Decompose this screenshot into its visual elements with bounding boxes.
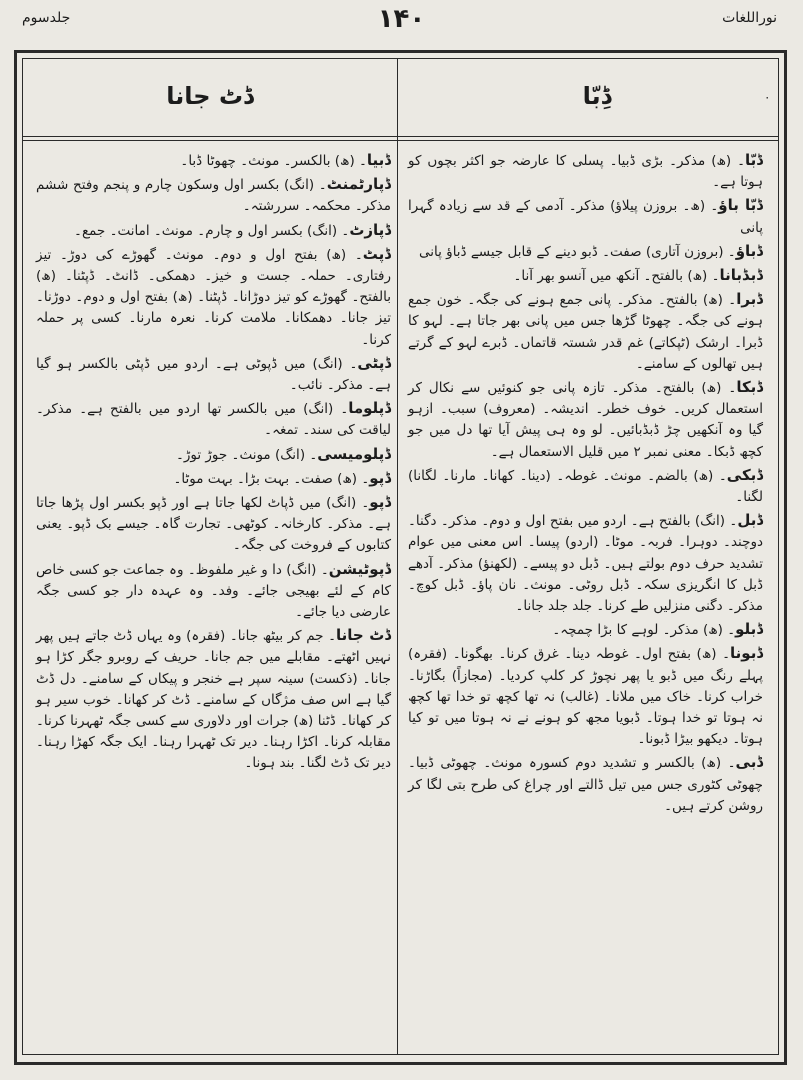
left-column-title: ڈٹ جانا [166, 82, 254, 110]
dictionary-entry: ڈباؤ۔ (بروزن آتاری) صفت۔ ڈبو دینے کے قابل جیسے ڈباؤ پانی [419, 241, 763, 260]
entry-headword: ڈباؤ [735, 241, 763, 260]
entry-definition: (انگ) دا و غیر ملفوظ۔ وہ جماعت جو کسی خاص کام کے لئے بھیجی جائے۔ وفد۔ وہ عہدہ دار جو کسی جگہ عارضی دیا جائے۔ [36, 561, 391, 621]
dictionary-entry: ڈپٹ۔ (ھ) بفتح اول و دوم۔ مونث۔ گھوڑے کی دوڑ۔ تیز رفتاری۔ حملہ۔ جست و خیز۔ دھمکی۔ ڈانٹ۔ ڈپٹنا۔ (ھ) بالفتح۔ گھوڑے کو تیز دوڑانا۔ ڈپٹنا۔ (ھ) بفتح اول و دوم۔ دوڑنا۔ تیز جانا۔ دھمکانا۔ ملامت کرنا۔ نعرہ مارنا۔ کسی پر حملہ کرنا۔ [36, 244, 391, 348]
dictionary-entry: ڈپو۔ (انگ) میں ڈپاٹ لکھا جاتا ہے اور ڈپو بکسر اول پڑھا جاتا ہے۔ مذکر۔ کارخانہ۔ کوٹھی۔ تجارت گاہ۔ جیسے بک ڈپو۔ یعنی کتابوں کے فروخت کی جگہ۔ [36, 493, 392, 554]
right-column [408, 150, 763, 819]
entry-definition: (ھ) مذکر۔ بڑی ڈبیا۔ پسلی کا عارضہ جو اکثر بچوں کو ہوتا ہے۔ [408, 153, 763, 191]
dictionary-entry: ڈبیا۔ (ھ) بالکسر۔ مونث۔ چھوٹا ڈبا۔ [180, 151, 391, 169]
dictionary-name: نوراللغات [722, 10, 777, 26]
entry-headword: ڈبّا [745, 151, 763, 169]
right-column-title: ڈِبّا [582, 82, 612, 110]
entry-headword: ڈٹ جانا [336, 626, 392, 645]
dictionary-entry: ڈبلو۔ (ھ) مذکر۔ لوہے کا بڑا چمچہ۔ [552, 620, 763, 639]
title-rule-double [22, 140, 779, 141]
entry-definition: (انگ) بکسر اول و چارم۔ مونث۔ امانت۔ جمع۔ [74, 222, 338, 239]
entry-definition: (ھ) بالکسر و تشدید دوم کسورہ مونث۔ چھوٹی ڈبیا۔ چھوٹی کٹوری جس میں تیل ڈالتے اور چراغ کی طرح بتی لگا کر روشن کرتے ہیں۔ [408, 755, 763, 814]
entry-definition: (انگ) میں بالکسر تھا اردو میں بالفتح ہے۔ مذکر۔ لیاقت کی سند۔ تمغہ۔ [36, 401, 391, 439]
dictionary-entry: ڈٹ جانا۔ جم کر بیٹھ جانا۔ (فقرہ) وہ یہاں ڈٹ جاتے ہیں پھر نہیں اٹھتے۔ مقابلے میں جم جانا۔ حریف کے روبرو جگر کڑا ہو جانا۔ (ذکست) سینہ سپر ہے خنجر و پیکاں کے سامنے۔ دل ڈٹ گیا ہے اس صف مژگاں کے سامنے۔ ڈٹ کر کھانا۔ خوب سیر ہو کر کھانا۔ ڈٹنا (ھ) جرات اور دلاوری سے کسی جگہ ٹھہرنا کرنا۔ مقابلہ کرنا۔ اکڑا رہنا۔ دیر تک ٹھہرا رہنا۔ ایک جگہ کھڑا رہنا۔ دیر تک ڈٹ لگنا۔ بند ہونا۔ [36, 626, 392, 772]
entry-definition: (ھ) بفتح اول و دوم۔ مونث۔ گھوڑے کی دوڑ۔ تیز رفتاری۔ حملہ۔ جست و خیز۔ دھمکی۔ ڈانٹ۔ ڈپٹنا۔ (ھ) بالفتح۔ گھوڑے کو تیز دوڑانا۔ ڈپٹنا۔ (ھ) بفتح اول و دوم۔ دوڑنا۔ تیز جانا۔ دھمکانا۔ ملامت کرنا۔ نعرہ مارنا۔ کسی پر حملہ کرنا۔ [36, 246, 391, 348]
dictionary-entry: ڈپارٹمنٹ۔ (انگ) بکسر اول وسکون چارم و پنجم وفتح ششم مذکر۔ محکمہ۔ سررشتہ۔ [36, 175, 391, 215]
dictionary-entry: ڈبّا۔ (ھ) مذکر۔ بڑی ڈبیا۔ پسلی کا عارضہ جو اکثر بچوں کو ہوتا ہے۔ [408, 151, 763, 191]
entry-definition: (ھ) بالکسر۔ مونث۔ چھوٹا ڈبا۔ [180, 153, 355, 169]
entry-definition: جم کر بیٹھ جانا۔ (فقرہ) وہ یہاں ڈٹ جاتے ہیں پھر نہیں اٹھتے۔ مقابلے میں جم جانا۔ حریف کے روبرو جگر کڑا ہو جانا۔ (ذکست) سینہ سپر ہے خنجر و پیکاں کے سامنے۔ دل ڈٹ گیا ہے اس صف مژگاں کے سامنے۔ ڈٹ کر کھانا۔ خوب سیر ہو کر کھانا۔ ڈٹنا (ھ) جرات اور دلاوری سے کسی جگہ ٹھہرنا کرنا۔ مقابلہ کرنا۔ اکڑا رہنا۔ دیر تک ٹھہرا رہنا۔ ایک جگہ کھڑا رہنا۔ دیر تک ڈٹ لگنا۔ بند ہونا۔ [36, 628, 391, 772]
entry-headword: ڈپارٹمنٹ [326, 175, 391, 194]
entry-definition: (ھ) بالفتح۔ آنکھ میں آنسو بھر آنا۔ [513, 268, 708, 285]
title-rule [22, 136, 779, 137]
entry-headword: ڈبل [737, 511, 764, 530]
entry-headword: ڈبکی [726, 465, 763, 484]
entry-headword: ڈبیا [366, 151, 391, 169]
entry-definition: (بروزن آتاری) صفت۔ ڈبو دینے کے قابل جیسے ڈباؤ پانی [419, 243, 724, 260]
dictionary-entry: ڈبرا۔ (ھ) بالفتح۔ مذکر۔ پانی جمع ہونے کی جگہ۔ خون جمع ہونے کی جگہ۔ چھوٹا گڑھا جس میں پانی بھر جاتا ہے۔ لہو کا ڈبرا۔ ارشک (ٹپکاتے) غم قدر شستہ قاتماں۔ ڈبرے لہو کے گرتے ہیں تھالوں کے سامنے۔ [408, 290, 763, 372]
entry-definition: (ھ) بالضم۔ مونث۔ غوطہ۔ (دینا۔ کھانا۔ مارنا۔ لگانا) لگنا۔ [408, 467, 763, 506]
dictionary-entry: ڈبّا باؤ۔ (ھ۔ بروزن پیلاؤ) مذکر۔ آدمی کے قد سے زیادہ گہرا پانی [408, 196, 763, 236]
page-number: ۱۴۰ [377, 4, 426, 34]
entry-definition: (انگ) بالفتح ہے۔ اردو میں بفتح اول و دوم۔ مذکر۔ دگنا۔ دوچند۔ دوہرا۔ فربہ۔ موٹا۔ (اردو) پیسا۔ اس معنی میں عوام تشدید حرف دوم بولتے ہیں۔ ڈبل دو پیسے۔ (لکھنؤ) مذکر۔ آدھے ڈبل کا انگریزی سکہ۔ ڈبل روٹی۔ مونث۔ نان پاؤ۔ ڈبل کوچ۔ مذکر۔ دگنی منزلیں طے کرنا۔ جلد جلد جانا۔ [408, 513, 763, 615]
entry-definition: (ھ) بالفتح۔ مذکر۔ پانی جمع ہونے کی جگہ۔ خون جمع ہونے کی جگہ۔ چھوٹا گڑھا جس میں پانی بھر جاتا ہے۔ لہو کا ڈبرا۔ ارشک (ٹپکاتے) غم قدر شستہ قاتماں۔ ڈبرے لہو کے گرتے ہیں تھالوں کے سامنے۔ [408, 292, 763, 372]
entry-headword: ڈپلومیسی [317, 444, 391, 463]
entry-definition: (ھ) بالفتح۔ مذکر۔ تازہ پانی جو کنوئیں سے نکال کر استعمال کریں۔ خوف خطر۔ اندیشہ۔ (معروف) سبب۔ ازہو گیا وہ آنکھیں چڑ ڈبڈبائیں۔ لو وہ ہی پیش آیا تھا دل میں جو کچھ ڈبکا۔ معنی نمبر ۲ میں قلیل الاستعمال ہے۔ [408, 380, 763, 460]
entry-headword: ڈبڈبانا [719, 266, 763, 285]
entry-definition: (انگ) میں ڈپاٹ لکھا جاتا ہے اور ڈپو بکسر اول پڑھا جاتا ہے۔ مذکر۔ کارخانہ۔ کوٹھی۔ تجارت گاہ۔ جیسے بک ڈپو۔ یعنی کتابوں کے فروخت کی جگہ۔ [36, 495, 391, 554]
dictionary-entry: ڈبڈبانا۔ (ھ) بالفتح۔ آنکھ میں آنسو بھر آنا۔ [513, 266, 763, 285]
dictionary-entry: ڈبل۔ (انگ) بالفتح ہے۔ اردو میں بفتح اول و دوم۔ مذکر۔ دگنا۔ دوچند۔ دوہرا۔ فربہ۔ موٹا۔ (اردو) پیسا۔ اس معنی میں عوام تشدید حرف دوم بولتے ہیں۔ ڈبل دو پیسے۔ (لکھنؤ) مذکر۔ آدھے ڈبل کا انگریزی سکہ۔ ڈبل روٹی۔ مونث۔ نان پاؤ۔ ڈبل کوچ۔ مذکر۔ دگنی منزلیں طے کرنا۔ جلد جلد جانا۔ [408, 511, 764, 615]
entry-headword: ڈبلو [735, 620, 763, 639]
entry-headword: ڈپو [369, 493, 392, 512]
entry-definition: (ھ) صفت۔ بہت بڑا۔ بہت موٹا۔ [173, 470, 358, 487]
dictionary-entry: ڈبونا۔ (ھ) بفتح اول۔ غوطہ دینا۔ غرق کرنا۔ بھگونا۔ (فقرہ) پہلے رنگ میں ڈبو یا پھر نچوڑ کر کلپ کردیا۔ (مجازاً) بگاڑنا۔ خراب کرنا۔ خاک میں ملانا۔ (غالب) نہ تھا کچھ تو خدا تھا کچھ نہ ہوتا تو خدا ہوتا۔ ڈبویا مجھ کو ہونے نے نہ ہوتا میں تو کیا ہوتا۔ دیکھو بیڑا ڈبونا۔ [408, 644, 764, 748]
column-marker: ۰ [764, 90, 771, 104]
dictionary-entry: ڈپازٹ۔ (انگ) بکسر اول و چارم۔ مونث۔ امانت۔ جمع۔ [74, 220, 391, 239]
entry-headword: ڈبی [735, 753, 764, 772]
entry-definition: (ھ۔ بروزن پیلاؤ) مذکر۔ آدمی کے قد سے زیادہ گہرا پانی [408, 198, 763, 236]
entry-headword: ڈپازٹ [349, 220, 391, 239]
dictionary-entry: ڈپلومیسی۔ (انگ) مونث۔ جوڑ توڑ۔ [175, 444, 391, 463]
volume-label: جلدسوم [22, 10, 71, 26]
dictionary-entry: ڈپو۔ (ھ) صفت۔ بہت بڑا۔ بہت موٹا۔ [173, 468, 391, 487]
entry-definition: (ھ) مذکر۔ لوہے کا بڑا چمچہ۔ [552, 622, 723, 639]
dictionary-entry: ڈبکا۔ (ھ) بالفتح۔ مذکر۔ تازہ پانی جو کنوئیں سے نکال کر استعمال کریں۔ خوف خطر۔ اندیشہ۔ (معروف) سبب۔ ازہو گیا وہ آنکھیں چڑ ڈبڈبائیں۔ لو وہ ہی پیش آیا تھا دل میں جو کچھ ڈبکا۔ معنی نمبر ۲ میں قلیل الاستعمال ہے۔ [408, 378, 763, 460]
entry-definition: (انگ) بکسر اول وسکون چارم و پنجم وفتح ششم مذکر۔ محکمہ۔ سررشتہ۔ [36, 177, 391, 215]
dictionary-entry: ڈپلوما۔ (انگ) میں بالکسر تھا اردو میں بالفتح ہے۔ مذکر۔ لیاقت کی سند۔ تمغہ۔ [36, 399, 391, 439]
column-divider [397, 58, 398, 1055]
left-column [36, 150, 391, 777]
entry-headword: ڈپوٹیشن [328, 559, 391, 578]
dictionary-entry: ڈبی۔ (ھ) بالکسر و تشدید دوم کسورہ مونث۔ چھوٹی ڈبیا۔ چھوٹی کٹوری جس میں تیل ڈالتے اور چراغ کی طرح بتی لگا کر روشن کرتے ہیں۔ [408, 753, 764, 814]
dictionary-entry: ڈبکی۔ (ھ) بالضم۔ مونث۔ غوطہ۔ (دینا۔ کھانا۔ مارنا۔ لگانا) لگنا۔ [408, 465, 763, 506]
entry-headword: ڈپٹی [357, 353, 392, 372]
dictionary-entry: ڈپوٹیشن۔ (انگ) دا و غیر ملفوظ۔ وہ جماعت جو کسی خاص کام کے لئے بھیجی جائے۔ وفد۔ وہ عہدہ دار جو کسی جگہ عارضی دیا جائے۔ [36, 559, 391, 621]
entry-definition: (انگ) میں ڈپوٹی ہے۔ اردو میں ڈپٹی بالکسر ہو گیا ہے۔ مذکر۔ نائب۔ [36, 355, 391, 394]
entry-headword: ڈپو [369, 468, 391, 487]
entry-headword: ڈپلوما [348, 399, 391, 418]
entry-headword: ڈپٹ [362, 244, 391, 263]
entry-headword: ڈبکا [736, 378, 763, 397]
dictionary-entry: ڈپٹی۔ (انگ) میں ڈپوٹی ہے۔ اردو میں ڈپٹی بالکسر ہو گیا ہے۔ مذکر۔ نائب۔ [36, 353, 392, 394]
entry-definition: (ھ) بفتح اول۔ غوطہ دینا۔ غرق کرنا۔ بھگونا۔ (فقرہ) پہلے رنگ میں ڈبو یا پھر نچوڑ کر کلپ کردیا۔ (مجازاً) بگاڑنا۔ خراب کرنا۔ خاک میں ملانا۔ (غالب) نہ تھا کچھ تو خدا تھا کچھ نہ ہوتا تو خدا ہوتا۔ ڈبویا مجھ کو ہونے نے نہ ہوتا میں تو کیا ہوتا۔ دیکھو بیڑا ڈبونا۔ [408, 646, 763, 748]
entry-definition: (انگ) مونث۔ جوڑ توڑ۔ [175, 446, 306, 463]
entry-headword: ڈبّا باؤ [718, 196, 763, 215]
entry-headword: ڈبرا [736, 290, 763, 309]
entry-headword: ڈبونا [730, 644, 764, 663]
